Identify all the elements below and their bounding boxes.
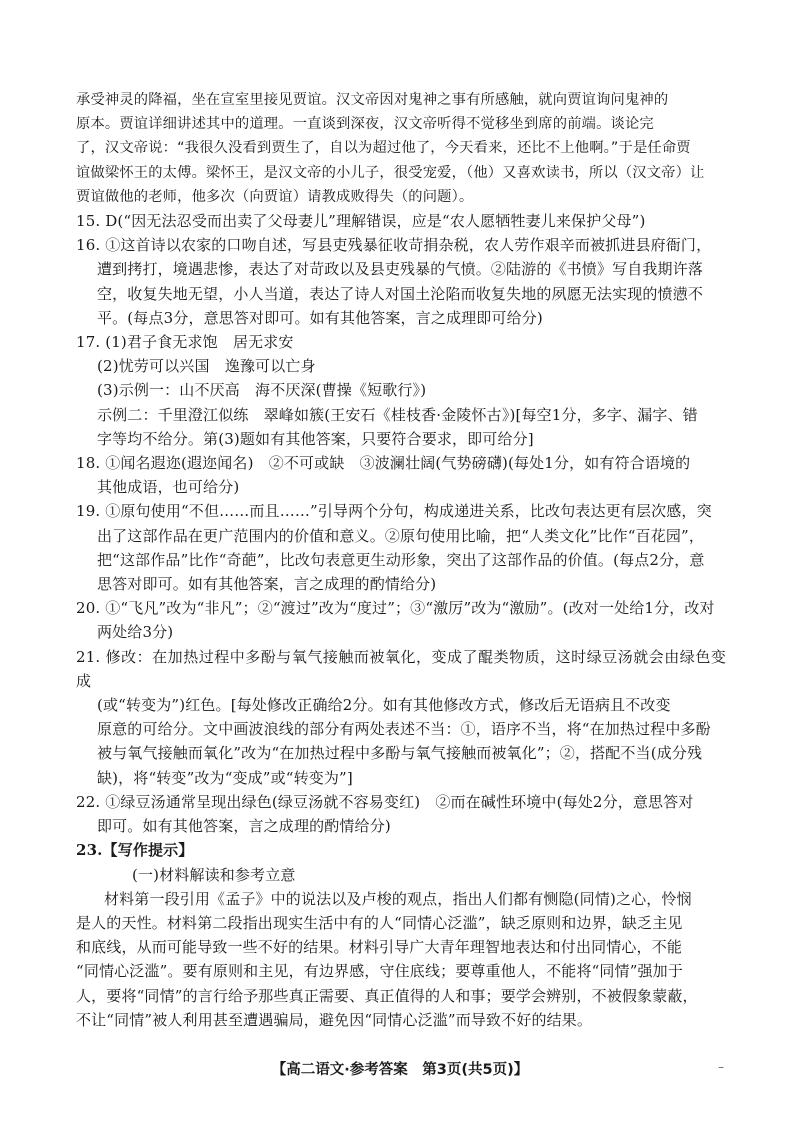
text-line: 17. (1)君子食无求饱 居无求安 (76, 333, 294, 352)
text-line: 16. ①这首诗以农家的口吻自述，写县吏残暴征收苛捐杂税，农人劳作艰辛而被抓进县府衙门， (76, 236, 712, 255)
answer-18 (76, 451, 726, 499)
writing-tips-subheading: (一)材料解读和参考立意 (132, 865, 296, 884)
text-line: 缺)，将“转变”改为“变成”或“转变为”] (97, 768, 353, 787)
answer-22 (76, 790, 726, 838)
answer-23 (76, 838, 726, 1032)
answer-content (76, 88, 726, 1032)
text-line: (3)示例一：山不厌高 海不厌深(曹操《短歌行》) (97, 381, 427, 400)
text-line: 遭到拷打，境遇悲惨，表达了对苛政以及县吏残暴的气愤。②陆游的《书愤》写自我期许落 (97, 260, 704, 279)
translation-paragraph (76, 88, 726, 209)
text-line: 人，要将“同情”的言行给予那些真正需要、真正值得的人和事；要学会辨别，不被假象蒙蔽， (76, 986, 698, 1005)
text-line: 两处给3分) (97, 623, 174, 642)
text-line: 空，收复失地无望，小人当道，表达了诗人对国土沦陷而收复失地的夙愿无法实现的愤懑不 (97, 284, 704, 303)
text-line: 把“这部作品”比作“奇葩”，比改句表意更生动形象，突出了这部作品的价值。(每点2分，意 (97, 550, 705, 569)
text-line: 不让“同情”被人利用甚至遭遇骗局，避免因“同情心泛滥”而导致不好的结果。 (76, 1010, 593, 1029)
text-line: 22. ①绿豆汤通常呈现出绿色(绿豆汤就不容易变红) ②而在碱性环境中(每处2分，意思答对 (76, 792, 694, 811)
text-line: 承受神灵的降福，坐在宣室里接见贾谊。汉文帝因对鬼神之事有所感触，就向贾谊询问鬼神的 (76, 92, 669, 108)
text-line: 出了这部作品在更广范围内的价值和意义。②原句使用比喻，把“人类文化”比作“百花园”， (97, 526, 704, 545)
text-line: 15. D(“因无法忍受而出卖了父母妻儿”理解错误，应是“农人愿牺牲妻儿来保护父母”) (76, 212, 646, 231)
text-line: 被与氧气接触而氧化”改为“在加热过程中多酚与氧气接触而被氧化”；②，搭配不当(成分残 (97, 744, 703, 763)
text-line: 即可。如有其他答案，言之成理的酌情给分) (97, 817, 391, 836)
text-line: 原意的可给分。文中画波浪线的部分有两处表述不当：①，语序不当，将“在加热过程中多酚 (97, 720, 711, 739)
text-line: 了，汉文帝说：“我很久没看到贾生了，自以为超过他了，今天看来，还比不上他啊。”于是任命贾 (76, 140, 691, 157)
corner-mark: – (718, 1060, 724, 1074)
text-line: 贾谊做他的老师，他多次（向贾谊）请教成败得失（的问题）。 (76, 188, 474, 205)
writing-tips-heading: 23.【写作提示】 (76, 841, 194, 860)
text-line: 思答对即可。如有其他答案，言之成理的酌情给分) (97, 575, 437, 594)
answer-19 (76, 499, 726, 596)
text-line: “同情心泛滥”。要有原则和主见，有边界感，守住底线；要尊重他人，不能将“同情”强加于 (76, 962, 683, 981)
text-line: 材料第一段引用《孟子》中的说法以及卢梭的观点，指出人们都有恻隐(同情)之心，怜悯 (104, 889, 692, 908)
answer-20 (76, 596, 726, 644)
text-line: 其他成语，也可给分) (97, 478, 240, 497)
text-line: 是人的天性。材料第二段指出现实生活中有的人“同情心泛滥”，缺乏原则和边界，缺乏主见 (76, 913, 683, 932)
text-line: 示例二：千里澄江似练 翠峰如簇(王安石《桂枝香·金陵怀古》)[每空1分，多字、漏字、错 (97, 405, 698, 424)
text-line: 原本。贾谊详细讲述其中的道理。一直谈到深夜，汉文帝听得不觉移坐到席的前端。谈论完 (76, 116, 654, 133)
page-footer: 【高二语文·参考答案 第3页(共5页)】 (271, 1062, 529, 1078)
text-line: 谊做梁怀王的太傅。梁怀王，是汉文帝的小儿子，很受宠爱，（他）又喜欢读书，所以（汉文帝）让 (76, 164, 705, 181)
text-line: 21. 修改：在加热过程中多酚与氧气接触而被氧化，变成了醌类物质，这时绿豆汤就会由绿色变成 (76, 647, 726, 690)
text-line: 字等均不给分。第(3)题如有其他答案，只要符合要求，即可给分] (97, 429, 534, 448)
text-line: (或“转变为”)红色。[每处修改正确给2分。如有其他修改方式，修改后无语病且不改变 (97, 696, 671, 715)
text-line: 18. ①闻名遐迩(遐迩闻名) ②不可或缺 ③波澜壮阔(气势磅礴)(每处1分，如有符合语境的 (76, 454, 691, 473)
answer-16 (76, 233, 726, 330)
text-line: (2)忧劳可以兴国 逸豫可以亡身 (97, 357, 316, 376)
text-line: 平。(每点3分，意思答对即可。如有其他答案，言之成理即可给分) (97, 308, 543, 327)
text-line: 和底线，从而可能导致一些不好的结果。材料引导广大青年理智地表达和付出同情心，不能 (76, 938, 683, 957)
answer-21 (76, 645, 726, 790)
text-line: 20. ①“飞凡”改为“非凡”；②“渡过”改为“度过”；③“激厉”改为“激励”。(改对一处给1分，改对 (76, 599, 715, 618)
answer-17 (76, 330, 726, 451)
text-line: 19. ①原句使用“不但……而且……”引导两个分句，构成递进关系，比改句表达更有层次感，突 (76, 502, 712, 521)
answer-15 (76, 209, 726, 233)
